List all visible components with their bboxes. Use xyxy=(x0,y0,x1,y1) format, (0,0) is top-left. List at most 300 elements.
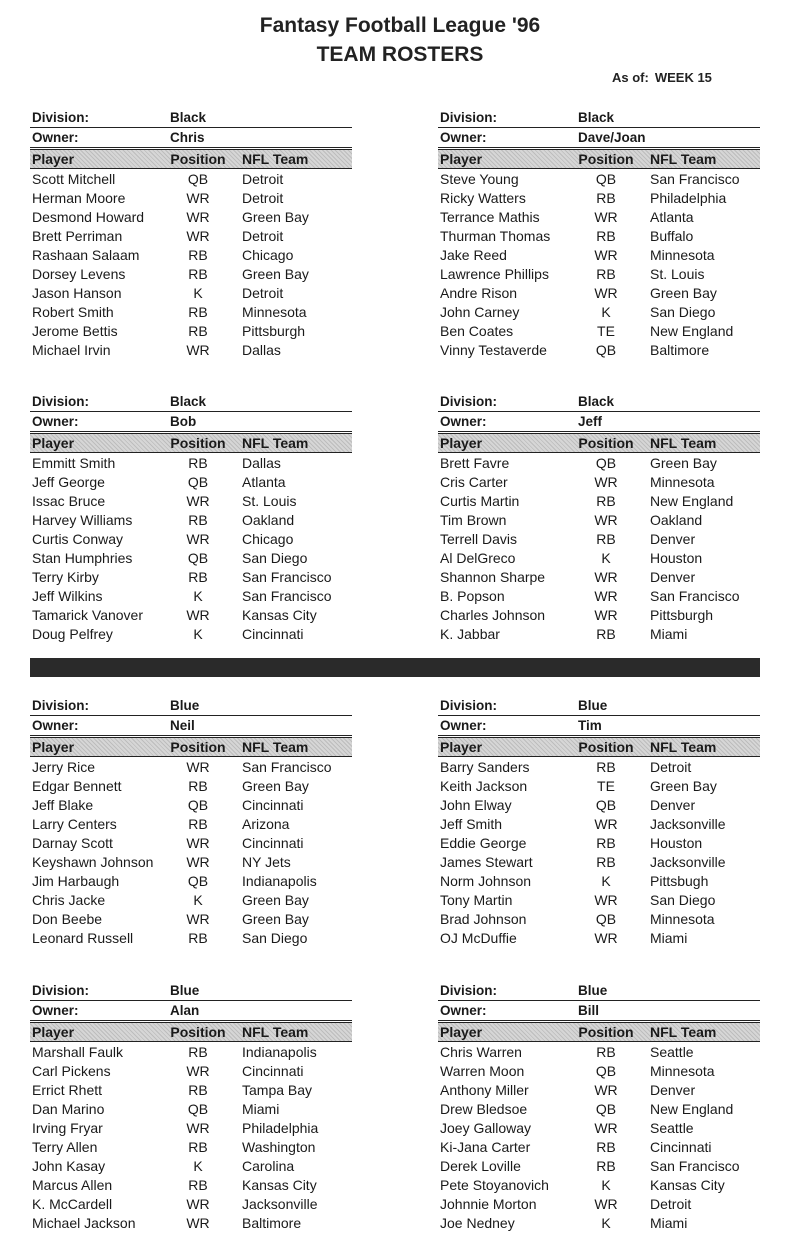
player-nfl-team: Minnesota xyxy=(242,304,307,320)
player-name: Pete Stoyanovich xyxy=(440,1177,549,1193)
table-row xyxy=(30,1213,352,1232)
player-name: John Elway xyxy=(440,797,512,813)
division-row xyxy=(30,108,352,128)
page-title: Fantasy Football League '96 xyxy=(259,14,541,37)
player-position: QB xyxy=(595,1101,617,1117)
player-name: K. Jabbar xyxy=(440,626,500,642)
player-position: WR xyxy=(594,209,618,225)
player-name: Ben Coates xyxy=(440,323,514,339)
header-nfl-team: NFL Team xyxy=(650,739,717,755)
player-name: Michael Irvin xyxy=(32,342,111,358)
table-header xyxy=(438,737,760,757)
player-name: Jerome Bettis xyxy=(32,323,118,339)
player-name: Curtis Conway xyxy=(32,531,124,547)
player-position: RB xyxy=(596,228,616,244)
player-position: RB xyxy=(188,1177,208,1193)
table-row xyxy=(438,283,760,302)
player-position: QB xyxy=(595,171,617,187)
header-player: Player xyxy=(32,151,75,167)
player-nfl-team: Denver xyxy=(650,569,696,585)
player-name: Marcus Allen xyxy=(32,1177,113,1193)
player-name: Tim Brown xyxy=(440,512,507,528)
table-row xyxy=(30,928,352,947)
player-name: Issac Bruce xyxy=(32,493,106,509)
player-name: James Stewart xyxy=(440,854,533,870)
player-name: Andre Rison xyxy=(440,285,518,301)
table-row xyxy=(30,302,352,321)
player-position: WR xyxy=(186,228,210,244)
header-nfl-team: NFL Team xyxy=(242,1024,309,1040)
roster-tim xyxy=(438,696,760,947)
table-row xyxy=(438,909,760,928)
owner-label: Owner: xyxy=(440,130,487,145)
player-name: Chris Jacke xyxy=(32,892,106,908)
player-position: K xyxy=(193,285,203,301)
table-row xyxy=(438,491,760,510)
header-player: Player xyxy=(440,739,483,755)
player-nfl-team: Chicago xyxy=(242,531,294,547)
division-label: Division: xyxy=(32,698,90,713)
player-name: Irving Fryar xyxy=(32,1120,103,1136)
owner-row xyxy=(30,716,352,736)
player-nfl-team: Minnesota xyxy=(650,1063,715,1079)
player-nfl-team: Green Bay xyxy=(650,778,717,794)
division-value: Black xyxy=(578,110,615,125)
table-row xyxy=(438,567,760,586)
player-nfl-team: Jacksonville xyxy=(650,854,726,870)
roster-bill xyxy=(438,981,760,1232)
table-row xyxy=(438,1061,760,1080)
player-name: Brad Johnson xyxy=(440,911,527,927)
division-value: Black xyxy=(170,110,207,125)
player-nfl-team: Baltimore xyxy=(242,1215,302,1231)
player-nfl-team: St. Louis xyxy=(650,266,705,282)
table-row xyxy=(30,188,352,207)
player-position: WR xyxy=(594,285,618,301)
table-row xyxy=(30,226,352,245)
table-header xyxy=(438,433,760,453)
player-name: Derek Loville xyxy=(440,1158,521,1174)
player-position: RB xyxy=(596,531,616,547)
table-row xyxy=(30,1042,352,1061)
player-name: Larry Centers xyxy=(32,816,117,832)
table-row xyxy=(438,453,760,472)
player-nfl-team: Philadelphia xyxy=(650,190,727,206)
owner-label: Owner: xyxy=(32,414,79,429)
player-position: QB xyxy=(595,342,617,358)
owner-value: Chris xyxy=(170,130,205,145)
player-name: Cris Carter xyxy=(440,474,508,490)
header-position: Position xyxy=(578,739,634,755)
player-name: Terrell Davis xyxy=(440,531,518,547)
player-position: WR xyxy=(186,607,210,623)
player-name: Eddie George xyxy=(440,835,527,851)
player-name: Lawrence Phillips xyxy=(440,266,549,282)
player-nfl-team: Green Bay xyxy=(650,455,717,471)
division-row xyxy=(438,981,760,1001)
division-label: Division: xyxy=(32,110,90,125)
owner-value: Tim xyxy=(578,718,602,733)
division-value: Blue xyxy=(170,698,200,713)
player-position: WR xyxy=(594,569,618,585)
table-row xyxy=(30,1175,352,1194)
player-position: RB xyxy=(596,190,616,206)
player-nfl-team: Oakland xyxy=(650,512,703,528)
table-header xyxy=(30,433,352,453)
table-row xyxy=(30,776,352,795)
player-name: Tamarick Vanover xyxy=(32,607,144,623)
division-value: Blue xyxy=(170,983,200,998)
player-nfl-team: Kansas City xyxy=(650,1177,725,1193)
player-position: K xyxy=(193,1158,203,1174)
player-name: Curtis Martin xyxy=(440,493,520,509)
player-nfl-team: Dallas xyxy=(242,342,281,358)
division-row xyxy=(438,696,760,716)
player-name: Warren Moon xyxy=(440,1063,525,1079)
player-nfl-team: Atlanta xyxy=(242,474,286,490)
player-name: Carl Pickens xyxy=(32,1063,111,1079)
table-row xyxy=(438,340,760,359)
player-position: WR xyxy=(186,1215,210,1231)
player-name: Joey Galloway xyxy=(440,1120,532,1136)
owner-row xyxy=(438,1001,760,1021)
player-nfl-team: St. Louis xyxy=(242,493,297,509)
player-name: Scott Mitchell xyxy=(32,171,116,187)
player-name: OJ McDuffie xyxy=(440,930,517,946)
roster-jeff xyxy=(438,392,760,643)
owner-row xyxy=(30,128,352,148)
player-position: WR xyxy=(186,911,210,927)
player-nfl-team: Pittsbugh xyxy=(650,873,709,889)
player-nfl-team: San Diego xyxy=(650,304,716,320)
owner-value: Alan xyxy=(170,1003,200,1018)
page-subtitle: TEAM ROSTERS xyxy=(316,43,484,66)
header-position: Position xyxy=(170,739,226,755)
player-nfl-team: Washington xyxy=(242,1139,316,1155)
player-position: WR xyxy=(594,1082,618,1098)
header-position: Position xyxy=(578,435,634,451)
player-name: Anthony Miller xyxy=(440,1082,529,1098)
player-name: Shannon Sharpe xyxy=(440,569,546,585)
player-position: WR xyxy=(186,759,210,775)
owner-row xyxy=(30,1001,352,1021)
table-row xyxy=(438,472,760,491)
header-nfl-team: NFL Team xyxy=(242,739,309,755)
division-label: Division: xyxy=(440,394,498,409)
player-nfl-team: Cincinnati xyxy=(650,1139,712,1155)
player-position: RB xyxy=(188,1082,208,1098)
table-row xyxy=(438,1213,760,1232)
player-nfl-team: Detroit xyxy=(242,171,284,187)
player-nfl-team: Detroit xyxy=(242,228,284,244)
table-row xyxy=(30,871,352,890)
table-row xyxy=(438,529,760,548)
header-player: Player xyxy=(32,739,75,755)
table-row xyxy=(438,624,760,643)
player-position: TE xyxy=(597,778,615,794)
owner-value: Neil xyxy=(170,718,195,733)
owner-row xyxy=(438,716,760,736)
owner-value: Dave/Joan xyxy=(578,130,646,145)
player-nfl-team: NY Jets xyxy=(242,854,291,870)
player-position: WR xyxy=(186,209,210,225)
player-name: Herman Moore xyxy=(32,190,126,206)
player-position: RB xyxy=(188,569,208,585)
player-name: Errict Rhett xyxy=(32,1082,103,1098)
player-name: Jake Reed xyxy=(440,247,507,263)
table-row xyxy=(30,548,352,567)
player-position: RB xyxy=(188,266,208,282)
player-nfl-team: Cincinnati xyxy=(242,1063,304,1079)
player-nfl-team: Miami xyxy=(650,626,688,642)
player-nfl-team: Jacksonville xyxy=(650,816,726,832)
player-nfl-team: Dallas xyxy=(242,455,281,471)
division-value: Blue xyxy=(578,983,608,998)
player-nfl-team: New England xyxy=(650,323,734,339)
division-label: Division: xyxy=(440,698,498,713)
table-row xyxy=(30,207,352,226)
player-name: Vinny Testaverde xyxy=(440,342,547,358)
player-position: RB xyxy=(596,1044,616,1060)
player-name: Jason Hanson xyxy=(32,285,122,301)
header-nfl-team: NFL Team xyxy=(242,151,309,167)
table-row xyxy=(30,1061,352,1080)
owner-value: Bill xyxy=(578,1003,600,1018)
player-position: WR xyxy=(186,531,210,547)
player-position: RB xyxy=(596,266,616,282)
table-row xyxy=(30,795,352,814)
division-label: Division: xyxy=(32,394,90,409)
player-position: QB xyxy=(595,1063,617,1079)
player-name: Harvey Williams xyxy=(32,512,133,528)
table-row xyxy=(30,1194,352,1213)
player-nfl-team: Miami xyxy=(650,930,688,946)
player-nfl-team: Miami xyxy=(650,1215,688,1231)
player-nfl-team: Detroit xyxy=(650,1196,692,1212)
player-name: Charles Johnson xyxy=(440,607,546,623)
table-row xyxy=(438,814,760,833)
table-row xyxy=(30,624,352,643)
player-nfl-team: San Francisco xyxy=(650,171,740,187)
player-position: QB xyxy=(595,455,617,471)
player-position: K xyxy=(601,873,611,889)
table-row xyxy=(438,226,760,245)
player-nfl-team: San Francisco xyxy=(650,1158,740,1174)
table-row xyxy=(30,1156,352,1175)
division-value: Black xyxy=(170,394,207,409)
owner-label: Owner: xyxy=(32,130,79,145)
player-position: RB xyxy=(596,759,616,775)
player-nfl-team: Houston xyxy=(650,550,703,566)
player-position: WR xyxy=(594,1120,618,1136)
player-nfl-team: Green Bay xyxy=(242,209,309,225)
table-row xyxy=(30,340,352,359)
division-label: Division: xyxy=(32,983,90,998)
player-name: Brett Favre xyxy=(440,455,510,471)
player-nfl-team: Buffalo xyxy=(650,228,694,244)
player-name: Stan Humphries xyxy=(32,550,133,566)
section-divider xyxy=(30,658,760,677)
header-player: Player xyxy=(32,435,75,451)
table-row xyxy=(30,472,352,491)
player-nfl-team: Chicago xyxy=(242,247,294,263)
player-name: Michael Jackson xyxy=(32,1215,136,1231)
player-position: RB xyxy=(188,1044,208,1060)
player-position: WR xyxy=(594,607,618,623)
player-position: WR xyxy=(186,835,210,851)
table-header xyxy=(30,1022,352,1042)
division-row xyxy=(438,108,760,128)
player-position: RB xyxy=(188,304,208,320)
player-position: RB xyxy=(188,778,208,794)
player-position: WR xyxy=(186,342,210,358)
table-header xyxy=(438,1022,760,1042)
owner-label: Owner: xyxy=(32,718,79,733)
player-name: Jeff Blake xyxy=(32,797,94,813)
player-nfl-team: San Diego xyxy=(650,892,716,908)
table-row xyxy=(438,510,760,529)
player-nfl-team: Cincinnati xyxy=(242,835,304,851)
player-name: B. Popson xyxy=(440,588,505,604)
table-row xyxy=(30,833,352,852)
player-nfl-team: Arizona xyxy=(242,816,290,832)
player-position: WR xyxy=(186,493,210,509)
header-position: Position xyxy=(170,151,226,167)
header-player: Player xyxy=(32,1024,75,1040)
player-name: Ricky Watters xyxy=(440,190,526,206)
table-row xyxy=(30,586,352,605)
table-row xyxy=(438,586,760,605)
owner-row xyxy=(438,128,760,148)
table-row xyxy=(438,207,760,226)
player-position: RB xyxy=(596,1139,616,1155)
player-name: Jeff Smith xyxy=(440,816,502,832)
player-nfl-team: Cincinnati xyxy=(242,626,304,642)
table-header xyxy=(438,149,760,169)
player-name: Emmitt Smith xyxy=(32,455,116,471)
player-nfl-team: Detroit xyxy=(242,285,284,301)
table-row xyxy=(438,321,760,340)
player-nfl-team: San Diego xyxy=(242,550,308,566)
player-nfl-team: San Francisco xyxy=(242,569,332,585)
player-name: Doug Pelfrey xyxy=(32,626,113,642)
player-position: TE xyxy=(597,323,615,339)
player-position: QB xyxy=(595,911,617,927)
player-position: WR xyxy=(594,892,618,908)
player-nfl-team: Green Bay xyxy=(242,911,309,927)
table-row xyxy=(438,1156,760,1175)
player-position: QB xyxy=(187,873,209,889)
owner-label: Owner: xyxy=(440,718,487,733)
division-label: Division: xyxy=(440,983,498,998)
division-value: Blue xyxy=(578,698,608,713)
player-name: Al DelGreco xyxy=(440,550,516,566)
table-row xyxy=(438,548,760,567)
table-row xyxy=(438,605,760,624)
roster-chris xyxy=(30,108,352,359)
player-nfl-team: Minnesota xyxy=(650,911,715,927)
table-row xyxy=(30,283,352,302)
table-header xyxy=(30,737,352,757)
table-row xyxy=(438,1099,760,1118)
player-nfl-team: San Diego xyxy=(242,930,308,946)
table-row xyxy=(438,1137,760,1156)
table-row xyxy=(438,757,760,776)
owner-label: Owner: xyxy=(440,414,487,429)
owner-row xyxy=(438,412,760,432)
player-nfl-team: Green Bay xyxy=(650,285,717,301)
player-name: Ki-Jana Carter xyxy=(440,1139,531,1155)
player-nfl-team: Kansas City xyxy=(242,607,317,623)
player-nfl-team: Minnesota xyxy=(650,247,715,263)
table-row xyxy=(30,1118,352,1137)
division-label: Division: xyxy=(440,110,498,125)
player-name: Terry Kirby xyxy=(32,569,99,585)
header-position: Position xyxy=(170,1024,226,1040)
player-name: Marshall Faulk xyxy=(32,1044,124,1060)
player-name: Drew Bledsoe xyxy=(440,1101,528,1117)
player-name: Chris Warren xyxy=(440,1044,522,1060)
roster-bob xyxy=(30,392,352,643)
player-position: WR xyxy=(594,1196,618,1212)
player-name: John Carney xyxy=(440,304,520,320)
player-name: Brett Perriman xyxy=(32,228,123,244)
player-position: WR xyxy=(186,1120,210,1136)
player-name: Edgar Bennett xyxy=(32,778,122,794)
player-nfl-team: Seattle xyxy=(650,1120,694,1136)
table-row xyxy=(438,302,760,321)
table-row xyxy=(30,491,352,510)
player-position: RB xyxy=(596,493,616,509)
table-row xyxy=(30,453,352,472)
player-position: RB xyxy=(188,247,208,263)
player-nfl-team: Seattle xyxy=(650,1044,694,1060)
player-position: QB xyxy=(187,1101,209,1117)
player-name: Joe Nedney xyxy=(440,1215,515,1231)
player-nfl-team: Atlanta xyxy=(650,209,694,225)
player-position: QB xyxy=(187,171,209,187)
player-position: K xyxy=(193,892,203,908)
owner-label: Owner: xyxy=(32,1003,79,1018)
table-row xyxy=(438,1175,760,1194)
player-position: WR xyxy=(186,1196,210,1212)
player-nfl-team: Houston xyxy=(650,835,703,851)
player-nfl-team: Minnesota xyxy=(650,474,715,490)
player-position: QB xyxy=(595,797,617,813)
table-row xyxy=(30,1080,352,1099)
player-name: K. McCardell xyxy=(32,1196,113,1212)
player-name: Dorsey Levens xyxy=(32,266,126,282)
player-position: WR xyxy=(186,190,210,206)
player-name: Dan Marino xyxy=(32,1101,105,1117)
table-row xyxy=(438,245,760,264)
player-position: RB xyxy=(188,816,208,832)
player-name: Jim Harbaugh xyxy=(32,873,120,889)
table-row xyxy=(438,871,760,890)
division-row xyxy=(30,981,352,1001)
table-row xyxy=(30,1099,352,1118)
player-position: WR xyxy=(594,930,618,946)
player-name: Jeff George xyxy=(32,474,105,490)
header-position: Position xyxy=(578,1024,634,1040)
player-position: RB xyxy=(596,1158,616,1174)
table-row xyxy=(438,169,760,188)
table-row xyxy=(438,264,760,283)
roster-alan xyxy=(30,981,352,1232)
player-name: Steve Young xyxy=(440,171,519,187)
division-row xyxy=(30,392,352,412)
player-name: Barry Sanders xyxy=(440,759,530,775)
